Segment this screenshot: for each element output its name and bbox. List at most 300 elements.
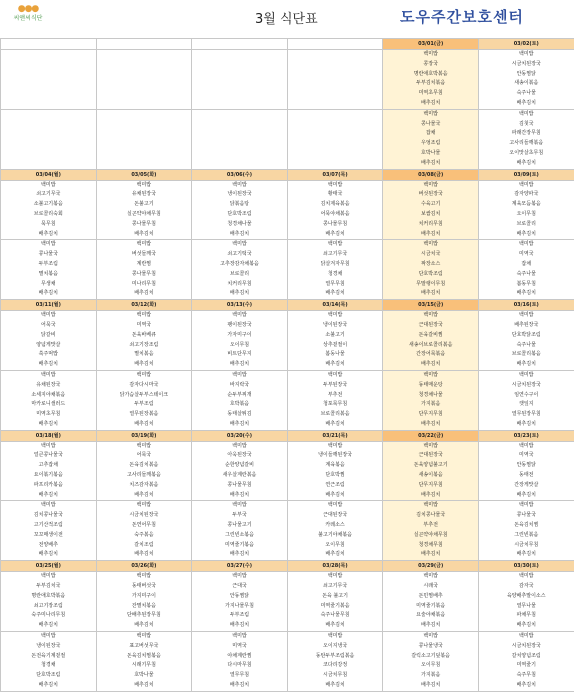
date-cell: 03/29(금) bbox=[383, 561, 479, 572]
menu-item: 요이볶기볶음 bbox=[1, 471, 96, 481]
menu-item: 콩나물고기 bbox=[192, 521, 287, 531]
menu-item bbox=[288, 129, 383, 139]
menu-item bbox=[1, 60, 96, 70]
menu-item: 백미밥 bbox=[192, 442, 287, 452]
menu-item bbox=[192, 89, 287, 99]
menu-item: 배추김치 bbox=[1, 491, 96, 501]
menu-item: 배추김치 bbox=[97, 230, 192, 240]
menu-item: 쇠고기무국 bbox=[288, 582, 383, 592]
menu-item: 미역초무침 bbox=[383, 89, 478, 99]
menu-item: 백미밥 bbox=[288, 371, 383, 381]
menu-item bbox=[1, 139, 96, 149]
menu-item: 미역국 bbox=[97, 321, 192, 331]
menu-item: 가지볶음 bbox=[383, 400, 478, 410]
lunch-menu-cell bbox=[1, 311, 97, 371]
menu-item bbox=[288, 99, 383, 109]
menu-item: 미역줄기 bbox=[479, 661, 574, 671]
menu-item bbox=[97, 159, 192, 169]
menu-item: 백미밥 bbox=[479, 442, 574, 452]
menu-item: 마카로니샐러드 bbox=[1, 400, 96, 410]
organization-name: 도우주간보호센터 bbox=[400, 6, 524, 27]
menu-item bbox=[192, 149, 287, 159]
dinner-menu-cell bbox=[383, 501, 479, 561]
menu-item: 봄동나물 bbox=[288, 350, 383, 360]
menu-item: 쇠고기장조림 bbox=[97, 341, 192, 351]
menu-item: 고사리들깨볶음 bbox=[97, 471, 192, 481]
menu-item: 백미밥 bbox=[97, 632, 192, 642]
menu-item: 시래국 bbox=[383, 582, 478, 592]
menu-item: 백미밥 bbox=[97, 240, 192, 250]
menu-item: 배추김치 bbox=[383, 681, 478, 691]
menu-item: 백미밥 bbox=[479, 110, 574, 120]
lunch-menu-cell bbox=[192, 441, 288, 501]
menu-item: 돈육김치볶음 bbox=[97, 461, 192, 471]
menu-item: 시금치무침 bbox=[479, 541, 574, 551]
menu-item: 상추겉절이 bbox=[288, 341, 383, 351]
menu-item: 배추김치 bbox=[288, 681, 383, 691]
menu-item bbox=[1, 110, 96, 120]
menu-item: 감자국 bbox=[479, 582, 574, 592]
menu-item: 백미밥 bbox=[1, 371, 96, 381]
menu-item: 숙주나물무침 bbox=[288, 611, 383, 621]
lunch-row bbox=[1, 572, 574, 632]
menu-item: 돈육 불고기 bbox=[288, 592, 383, 602]
menu-item: 계육모듬볶음 bbox=[479, 200, 574, 210]
menu-item: 백미밥 bbox=[192, 632, 287, 642]
menu-item: 배추김치 bbox=[288, 420, 383, 430]
menu-item: 안동찜닭 bbox=[192, 592, 287, 602]
menu-item: 배추김치 bbox=[288, 621, 383, 631]
menu-item: 근대된장국 bbox=[288, 511, 383, 521]
menu-item: 백미밥 bbox=[288, 311, 383, 321]
menu-item: 청포묵무침 bbox=[288, 400, 383, 410]
menu-item bbox=[1, 120, 96, 130]
lunch-menu-cell bbox=[478, 311, 574, 371]
menu-item: 브로콜리볶음 bbox=[479, 350, 574, 360]
menu-item: 백미밥 bbox=[192, 311, 287, 321]
menu-item: 단호박조림 bbox=[1, 671, 96, 681]
menu-item: 배추김치 bbox=[479, 99, 574, 109]
lunch-menu-cell bbox=[1, 50, 97, 110]
menu-item bbox=[192, 110, 287, 120]
lunch-menu-cell bbox=[96, 441, 192, 501]
menu-item: 아욱된장국 bbox=[192, 451, 287, 461]
menu-item: 단호박닭조림 bbox=[479, 331, 574, 341]
menu-item: 배추김치 bbox=[383, 420, 478, 430]
menu-item: 배추김치 bbox=[192, 360, 287, 370]
menu-item bbox=[288, 149, 383, 159]
menu-item: 야채계란찜 bbox=[192, 652, 287, 662]
menu-item: 숙주볶음 bbox=[97, 531, 192, 541]
menu-item bbox=[192, 50, 287, 60]
menu-item: 부추전 bbox=[288, 391, 383, 401]
menu-item: 간장어묵볶음 bbox=[383, 350, 478, 360]
menu-item: 시금치된장국 bbox=[479, 60, 574, 70]
menu-item: 우엉조림 bbox=[383, 139, 478, 149]
menu-item: 가지미구이 bbox=[97, 592, 192, 602]
menu-item: 동태전 bbox=[479, 471, 574, 481]
menu-item bbox=[192, 129, 287, 139]
menu-item: 소불고기 bbox=[288, 331, 383, 341]
lunch-menu-cell bbox=[1, 441, 97, 501]
menu-item: 짜장소스 bbox=[383, 260, 478, 270]
lunch-row bbox=[1, 50, 574, 110]
date-cell: 03/09(토) bbox=[478, 169, 574, 180]
menu-item: 카레소스 bbox=[288, 521, 383, 531]
menu-item: 배추김치 bbox=[383, 99, 478, 109]
menu-item: 무생채 bbox=[1, 280, 96, 290]
menu-item: 배추김치 bbox=[97, 420, 192, 430]
menu-item: 감자양파국 bbox=[479, 190, 574, 200]
dinner-menu-cell bbox=[96, 109, 192, 169]
menu-item: 파채무침 bbox=[479, 611, 574, 621]
menu-item: 백미밥 bbox=[192, 181, 287, 191]
date-cell: 03/07(목) bbox=[287, 169, 383, 180]
menu-item: 두부국 bbox=[192, 511, 287, 521]
menu-item: 치즈감자볶음 bbox=[97, 481, 192, 491]
menu-item bbox=[97, 129, 192, 139]
menu-item: 새송이볶음 bbox=[479, 79, 574, 89]
menu-item: 배추김치 bbox=[192, 681, 287, 691]
menu-item: 돈육양념불고기 bbox=[383, 461, 478, 471]
menu-item: 배추김치 bbox=[1, 360, 96, 370]
menu-item: 배추김치 bbox=[192, 621, 287, 631]
menu-item: 배추김치 bbox=[1, 289, 96, 299]
menu-item: 쇠고기무국 bbox=[1, 190, 96, 200]
menu-item: 배추김치 bbox=[97, 550, 192, 560]
menu-item: 오이무침 bbox=[479, 210, 574, 220]
menu-item: 백미밥 bbox=[192, 501, 287, 511]
date-cell: 03/18(월) bbox=[1, 430, 97, 441]
menu-item: 돈연어무침 bbox=[97, 521, 192, 531]
menu-item: 백미밥 bbox=[1, 501, 96, 511]
menu-item: 백미밥 bbox=[288, 501, 383, 511]
menu-item bbox=[97, 79, 192, 89]
menu-item: 시금치된장국 bbox=[97, 511, 192, 521]
date-cell: 03/15(금) bbox=[383, 300, 479, 311]
menu-item: 소세지야채볶음 bbox=[1, 391, 96, 401]
menu-item: 배추김치 bbox=[288, 360, 383, 370]
menu-item: 배추김치 bbox=[97, 360, 192, 370]
menu-item: 백미밥 bbox=[97, 501, 192, 511]
menu-item: 유채된장국 bbox=[1, 381, 96, 391]
menu-item: 백미밥 bbox=[479, 181, 574, 191]
menu-item: 황태국 bbox=[288, 190, 383, 200]
menu-item: 오이지냉국 bbox=[288, 642, 383, 652]
lunch-menu-cell bbox=[192, 50, 288, 110]
menu-item bbox=[288, 70, 383, 80]
menu-item bbox=[97, 60, 192, 70]
menu-item: 쇠고기떡국 bbox=[192, 250, 287, 260]
menu-item: 계육볶음 bbox=[288, 461, 383, 471]
menu-item: 파프리카볶음 bbox=[1, 481, 96, 491]
menu-item: 김치콩나물국 bbox=[1, 511, 96, 521]
menu-item: 백미밥 bbox=[1, 181, 96, 191]
dinner-menu-cell bbox=[287, 501, 383, 561]
menu-item: 실곤약야채무침 bbox=[97, 210, 192, 220]
menu-item: 새우살계란볶음 bbox=[192, 471, 287, 481]
lunch-menu-cell bbox=[192, 180, 288, 240]
dinner-menu-cell bbox=[96, 501, 192, 561]
menu-item: 백미밥 bbox=[192, 371, 287, 381]
menu-item: 배추김치 bbox=[97, 681, 192, 691]
menu-item: 열무무침 bbox=[288, 280, 383, 290]
menu-item: 미역줄기볶음 bbox=[383, 602, 478, 612]
menu-item: 백미밥 bbox=[192, 240, 287, 250]
menu-item: 콩나물국 bbox=[383, 120, 478, 130]
menu-item: 백미밥 bbox=[479, 632, 574, 642]
menu-item: 숙주나물 bbox=[479, 341, 574, 351]
menu-item bbox=[192, 159, 287, 169]
dinner-menu-cell bbox=[96, 240, 192, 300]
menu-item: 열무나물 bbox=[479, 602, 574, 612]
menu-item: 배추김치 bbox=[479, 360, 574, 370]
menu-item: 배추김치 bbox=[288, 491, 383, 501]
date-cell: 03/06(수) bbox=[192, 169, 288, 180]
menu-item: 갈릭소고기덮볶음 bbox=[383, 652, 478, 662]
menu-item: 백미밥 bbox=[383, 501, 478, 511]
menu-item: 호박나물 bbox=[383, 149, 478, 159]
menu-item: 단호박조림 bbox=[383, 270, 478, 280]
menu-item: 브로콜리볶음 bbox=[288, 410, 383, 420]
dinner-row bbox=[1, 632, 574, 692]
menu-item bbox=[97, 149, 192, 159]
menu-item: 브로콜리 bbox=[192, 270, 287, 280]
date-cell: 03/08(금) bbox=[383, 169, 479, 180]
menu-item: 배추김치 bbox=[1, 230, 96, 240]
menu-item: 보쌈김치 bbox=[383, 210, 478, 220]
lunch-menu-cell bbox=[287, 572, 383, 632]
menu-item bbox=[1, 129, 96, 139]
menu-item: 열무된장볶음 bbox=[97, 410, 192, 420]
menu-item: 백미밥 bbox=[1, 240, 96, 250]
menu-item: 멸치볶음 bbox=[1, 270, 96, 280]
menu-item: 멸치볶음 bbox=[97, 350, 192, 360]
date-cell: 03/30(토) bbox=[478, 561, 574, 572]
menu-item: 배추김치 bbox=[479, 491, 574, 501]
date-cell: 03/21(목) bbox=[287, 430, 383, 441]
menu-item bbox=[192, 79, 287, 89]
menu-item: 백미밥 bbox=[479, 50, 574, 60]
menu-item: 백미밥 bbox=[383, 632, 478, 642]
menu-item: 닭갈비 bbox=[1, 331, 96, 341]
date-cell: 03/19(화) bbox=[96, 430, 192, 441]
dinner-menu-cell bbox=[287, 370, 383, 430]
date-row bbox=[1, 39, 574, 50]
menu-item: 백미밥 bbox=[479, 371, 574, 381]
empty-cell bbox=[96, 39, 192, 50]
dinner-menu-cell bbox=[96, 370, 192, 430]
menu-item: 배추김치 bbox=[97, 491, 192, 501]
menu-item: 시금치국 bbox=[383, 250, 478, 260]
menu-item: 그린빈볶음 bbox=[479, 531, 574, 541]
dinner-menu-cell bbox=[1, 240, 97, 300]
menu-item: 가지나물무침 bbox=[192, 602, 287, 612]
menu-item: 열무무침 bbox=[192, 671, 287, 681]
menu-item: 냉이들깨된장국 bbox=[288, 451, 383, 461]
dinner-menu-cell bbox=[478, 240, 574, 300]
menu-item bbox=[1, 70, 96, 80]
menu-item: 버섯된장국 bbox=[383, 190, 478, 200]
menu-item: 백미밥 bbox=[97, 572, 192, 582]
menu-item: 청경채무침 bbox=[383, 541, 478, 551]
date-cell: 03/05(화) bbox=[96, 169, 192, 180]
date-cell: 03/02(토) bbox=[478, 39, 574, 50]
menu-item: 근대국 bbox=[192, 582, 287, 592]
menu-item bbox=[1, 99, 96, 109]
menu-item: 오이무침 bbox=[383, 661, 478, 671]
menu-item: 배추김치 bbox=[383, 159, 478, 169]
lunch-menu-cell bbox=[478, 441, 574, 501]
menu-item bbox=[192, 99, 287, 109]
menu-item: 열무된장무침 bbox=[479, 410, 574, 420]
menu-item: 무말랭이무침 bbox=[383, 280, 478, 290]
lunch-menu-cell bbox=[383, 441, 479, 501]
menu-item: 백미밥 bbox=[383, 371, 478, 381]
menu-item: 백미밥 bbox=[288, 181, 383, 191]
menu-item: 근대된장국 bbox=[383, 451, 478, 461]
page-title: 3월 식단표 bbox=[255, 8, 318, 27]
menu-item: 배추김치 bbox=[97, 621, 192, 631]
menu-item: 두부조림 bbox=[97, 400, 192, 410]
lunch-menu-cell bbox=[287, 50, 383, 110]
date-cell: 03/12(화) bbox=[96, 300, 192, 311]
menu-item: 백미밥 bbox=[97, 311, 192, 321]
menu-item: 고기산적조림 bbox=[1, 521, 96, 531]
menu-item: 백미밥 bbox=[479, 240, 574, 250]
menu-item: 단호박조림 bbox=[192, 210, 287, 220]
dinner-menu-cell bbox=[287, 632, 383, 692]
menu-item: 돈전육기계겉절 bbox=[1, 652, 96, 662]
menu-item: 냉이된장국 bbox=[1, 642, 96, 652]
dinner-menu-cell bbox=[192, 109, 288, 169]
lunch-menu-cell bbox=[192, 311, 288, 371]
lunch-menu-cell bbox=[383, 50, 479, 110]
menu-item bbox=[288, 110, 383, 120]
empty-cell bbox=[287, 39, 383, 50]
menu-item: 쇠고기무국 bbox=[288, 250, 383, 260]
menu-item: 백미밥 bbox=[383, 572, 478, 582]
dinner-menu-cell bbox=[478, 501, 574, 561]
menu-item: 불고기야채볶음 bbox=[288, 531, 383, 541]
lunch-menu-cell bbox=[96, 180, 192, 240]
menu-item: 어묵국 bbox=[1, 321, 96, 331]
menu-item bbox=[97, 70, 192, 80]
menu-item: 백미밥 bbox=[479, 572, 574, 582]
menu-table bbox=[0, 38, 574, 692]
menu-item: 쇠고기장조림 bbox=[1, 602, 96, 612]
menu-item: 두부김치국 bbox=[1, 582, 96, 592]
menu-item: 배추김치 bbox=[192, 491, 287, 501]
menu-item: 배추김치 bbox=[1, 420, 96, 430]
menu-item: 부추전 bbox=[383, 521, 478, 531]
date-cell: 03/28(목) bbox=[287, 561, 383, 572]
menu-item: 배추된장국 bbox=[479, 321, 574, 331]
menu-item bbox=[1, 50, 96, 60]
menu-item: 유채된장국 bbox=[97, 190, 192, 200]
empty-cell bbox=[1, 39, 97, 50]
menu-item: 양념게맛살 bbox=[1, 341, 96, 351]
menu-item bbox=[97, 110, 192, 120]
date-cell: 03/22(금) bbox=[383, 430, 479, 441]
menu-item bbox=[1, 149, 96, 159]
date-cell: 03/04(월) bbox=[1, 169, 97, 180]
lunch-menu-cell bbox=[287, 441, 383, 501]
menu-item: 순한양념갈비 bbox=[192, 461, 287, 471]
menu-item bbox=[1, 89, 96, 99]
menu-item: 백미밥 bbox=[97, 442, 192, 452]
menu-item: 돈육김치찜볶음 bbox=[97, 652, 192, 662]
dinner-menu-cell bbox=[192, 501, 288, 561]
menu-item bbox=[288, 120, 383, 130]
menu-item: 백미밥 bbox=[479, 311, 574, 321]
menu-item: 배추김치 bbox=[479, 420, 574, 430]
menu-item: 백미밥 bbox=[288, 572, 383, 582]
menu-item: 백미밥 bbox=[1, 442, 96, 452]
menu-item bbox=[192, 60, 287, 70]
menu-item: 백미밥 bbox=[383, 442, 478, 452]
menu-item: 배추김치 bbox=[479, 230, 574, 240]
logo-text: 씨앤씨식단 bbox=[8, 14, 48, 23]
menu-item: 백미밥 bbox=[383, 50, 478, 60]
menu-item: 미역줄기볶음 bbox=[288, 602, 383, 612]
menu-item: 시금치무침 bbox=[288, 671, 383, 681]
menu-item: 잡채 bbox=[383, 129, 478, 139]
dinner-menu-cell bbox=[478, 109, 574, 169]
menu-item: 묵무침 bbox=[1, 220, 96, 230]
lunch-menu-cell bbox=[383, 311, 479, 371]
menu-item bbox=[288, 139, 383, 149]
menu-item: 콩나물냉국 bbox=[383, 642, 478, 652]
menu-item: 배추김치 bbox=[479, 681, 574, 691]
menu-item: 배추김치 bbox=[383, 491, 478, 501]
menu-item: 콩장국 bbox=[383, 60, 478, 70]
menu-item: 백미밥 bbox=[383, 240, 478, 250]
lunch-menu-cell bbox=[96, 311, 192, 371]
menu-item: 백미밥 bbox=[383, 110, 478, 120]
page-header bbox=[0, 0, 574, 36]
lunch-menu-cell bbox=[1, 572, 97, 632]
menu-item: 호박볶음 bbox=[192, 400, 287, 410]
menu-item: 배추김치 bbox=[479, 621, 574, 631]
menu-item bbox=[1, 79, 96, 89]
date-row bbox=[1, 169, 574, 180]
menu-item: 비트단무지 bbox=[192, 350, 287, 360]
menu-item: 배추김치 bbox=[288, 550, 383, 560]
menu-item: 김치제육볶음 bbox=[288, 200, 383, 210]
menu-item: 배추김치 bbox=[383, 230, 478, 240]
date-cell: 03/26(화) bbox=[96, 561, 192, 572]
dinner-menu-cell bbox=[96, 632, 192, 692]
menu-item: 미역국 bbox=[479, 250, 574, 260]
menu-item bbox=[97, 99, 192, 109]
menu-item: 바지락국 bbox=[192, 381, 287, 391]
menu-item: 콩나물무침 bbox=[192, 481, 287, 491]
menu-item: 배추김치 bbox=[288, 230, 383, 240]
menu-item bbox=[1, 159, 96, 169]
dinner-menu-cell bbox=[192, 240, 288, 300]
menu-item: 잔멸치볶음 bbox=[97, 602, 192, 612]
menu-item: 배추김치 bbox=[383, 289, 478, 299]
menu-item bbox=[288, 89, 383, 99]
menu-item: 배추김치 bbox=[383, 621, 478, 631]
dinner-menu-cell bbox=[1, 632, 97, 692]
lunch-menu-cell bbox=[383, 180, 479, 240]
menu-item bbox=[288, 79, 383, 89]
menu-item: 시래기무침 bbox=[97, 661, 192, 671]
lunch-row bbox=[1, 441, 574, 501]
dinner-menu-cell bbox=[287, 240, 383, 300]
